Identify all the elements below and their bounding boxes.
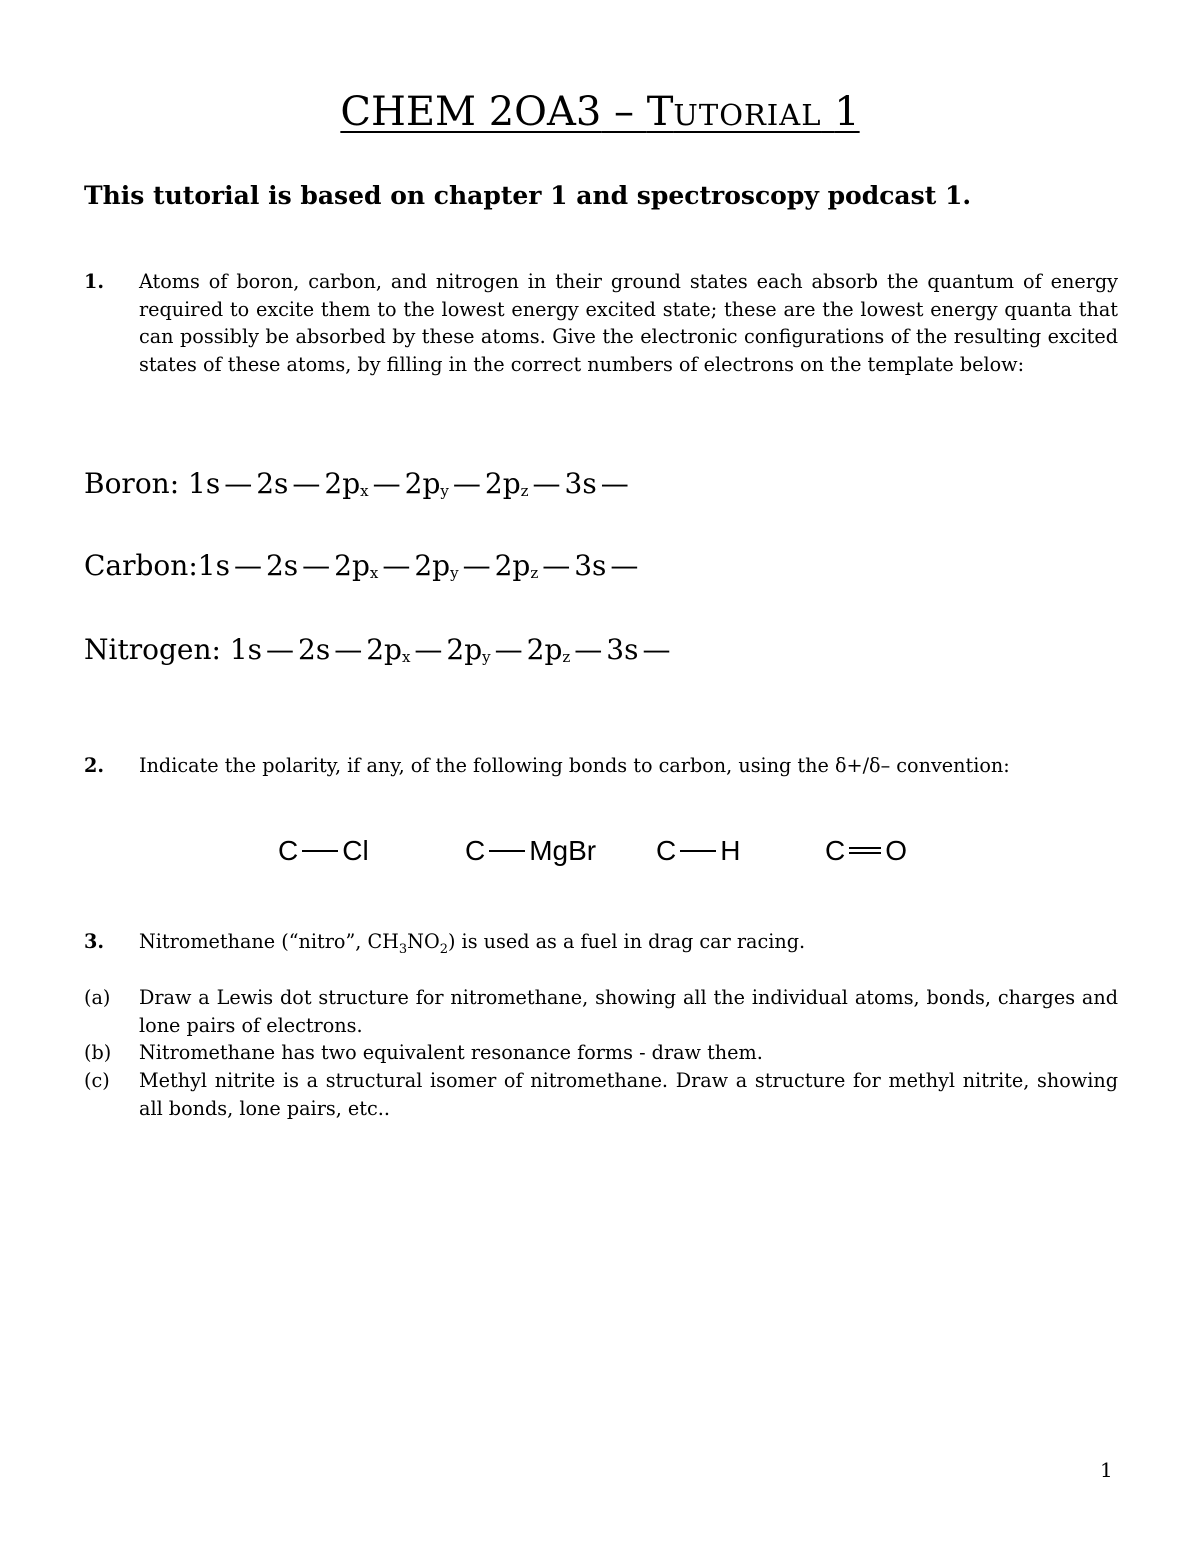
orbital-label: 2s (265, 549, 299, 582)
tutorial-number: 1 (834, 89, 860, 135)
question-number: 3. (84, 930, 105, 953)
hydrogen-atom: H (720, 834, 741, 866)
orbital-label: 2p (404, 467, 441, 500)
course-code: CHEM 2OA3 (340, 89, 602, 135)
carbon-atom: C (465, 834, 486, 866)
carbon-atom: C (656, 834, 677, 866)
chlorine-atom: Cl (342, 834, 369, 866)
blank-line: — (372, 467, 401, 500)
orbital-label: 1s (229, 633, 262, 666)
blank-line: — (292, 467, 321, 500)
blank-line: — (542, 549, 571, 582)
tutorial-rest: UTORIAL (673, 98, 822, 132)
subscript: 3 (398, 941, 408, 957)
question-number: 2. (84, 754, 105, 777)
text-segment: NO (407, 930, 440, 953)
blank-line: — (224, 467, 253, 500)
subquestion-label: (b) (84, 1041, 112, 1064)
element-label: Nitrogen: (84, 633, 230, 666)
blank-line: — (642, 633, 671, 666)
orbital-label: 1s (188, 467, 221, 500)
bond-structures (0, 826, 1200, 872)
boron-configuration (84, 464, 633, 511)
single-bond-line (680, 850, 716, 852)
blank-line: — (574, 633, 603, 666)
orbital-label: 2p (324, 467, 361, 500)
oxygen-atom: O (885, 834, 908, 866)
blank-line: — (600, 467, 629, 500)
orbital-subscript: z (520, 482, 529, 500)
carbon-configuration (84, 546, 642, 593)
orbital-subscript: x (360, 482, 369, 500)
c-h-bond (656, 826, 740, 874)
question-3c (84, 1067, 1118, 1122)
element-label: Carbon: (84, 549, 198, 582)
subquestion-text: Methyl nitrite is a structural isomer of nitromethane. Draw a structure for methyl nitrite, showing all bonds, lone pairs, etc.. (139, 1069, 1118, 1120)
orbital-subscript: y (450, 564, 459, 582)
orbital-subscript: y (440, 482, 449, 500)
orbital-label: 2p (366, 633, 402, 666)
orbital-subscript: x (369, 564, 379, 582)
carbon-atom: C (278, 834, 299, 866)
orbital-subscript: z (530, 564, 539, 582)
title-separator: – (614, 89, 634, 135)
orbital-label: 2s (256, 467, 289, 500)
single-bond-line (302, 850, 338, 852)
question-text: Atoms of boron, carbon, and nitrogen in their ground states each absorb the quantum of energy required to excite them to the lowest energy excited state; these are the lowest energy quanta that can possibly be absorbed by these atoms. Give the electronic configurations of the resulting excited states of these atoms, by filling in the correct numbers of electrons on the template below: (139, 270, 1118, 376)
page-title-text (340, 89, 859, 135)
orbital-label: 2p (414, 549, 451, 582)
subquestion-label: (c) (84, 1069, 110, 1092)
subscript: 2 (439, 941, 448, 957)
tutorial-cap: T (646, 89, 674, 135)
subquestion-label: (a) (84, 986, 111, 1009)
orbital-label: 2p (334, 549, 370, 582)
nitrogen-configuration (84, 630, 674, 677)
orbital-label: 1s (197, 549, 230, 582)
orbital-label: 3s (606, 633, 639, 666)
blank-line: — (302, 549, 331, 582)
carbon-atom: C (825, 834, 846, 866)
c-o-double-bond (825, 826, 907, 874)
orbital-label: 2p (484, 467, 521, 500)
blank-line: — (462, 549, 491, 582)
page-title (0, 88, 1200, 139)
question-1 (84, 268, 1118, 378)
blank-line: — (414, 633, 443, 666)
orbital-subscript: y (482, 648, 491, 666)
orbital-subscript: x (401, 648, 411, 666)
mgbr-group: MgBr (529, 834, 597, 866)
blank-line: — (334, 633, 363, 666)
blank-line: — (233, 549, 262, 582)
text-segment: Nitromethane (“nitro”, CH (139, 930, 399, 953)
blank-line: — (452, 467, 481, 500)
single-bond-line (489, 850, 525, 852)
question-number: 1. (84, 270, 105, 293)
orbital-label: 2p (526, 633, 563, 666)
question-text (139, 928, 1118, 963)
orbital-label: 2s (298, 633, 331, 666)
orbital-label: 3s (574, 549, 607, 582)
question-3b (84, 1039, 1118, 1067)
orbital-label: 2p (446, 633, 483, 666)
blank-line: — (266, 633, 294, 666)
subquestion-text: Nitromethane has two equivalent resonance forms - draw them. (139, 1041, 763, 1064)
question-3a (84, 984, 1118, 1039)
orbital-label: 2p (494, 549, 531, 582)
orbital-subscript: z (562, 648, 571, 666)
question-text: Indicate the polarity, if any, of the following bonds to carbon, using the δ+/δ– convention: (139, 754, 1010, 777)
text-segment: ) is used as a fuel in drag car racing. (447, 930, 806, 953)
element-label: Boron: (84, 467, 189, 500)
blank-line: — (382, 549, 411, 582)
question-3 (84, 928, 1118, 963)
double-bond-line (849, 847, 881, 854)
subtitle: This tutorial is based on chapter 1 and spectroscopy podcast 1. (84, 181, 972, 210)
blank-line: — (532, 467, 561, 500)
question-2 (84, 752, 1118, 780)
blank-line: — (610, 549, 639, 582)
blank-line: — (494, 633, 523, 666)
c-cl-bond (278, 826, 369, 874)
orbital-label: 3s (564, 467, 597, 500)
c-mgbr-bond (465, 826, 596, 874)
subquestion-text: Draw a Lewis dot structure for nitromethane, showing all the individual atoms, bonds, charges and lone pairs of electrons. (139, 986, 1118, 1037)
page-number: 1 (1100, 1458, 1113, 1482)
